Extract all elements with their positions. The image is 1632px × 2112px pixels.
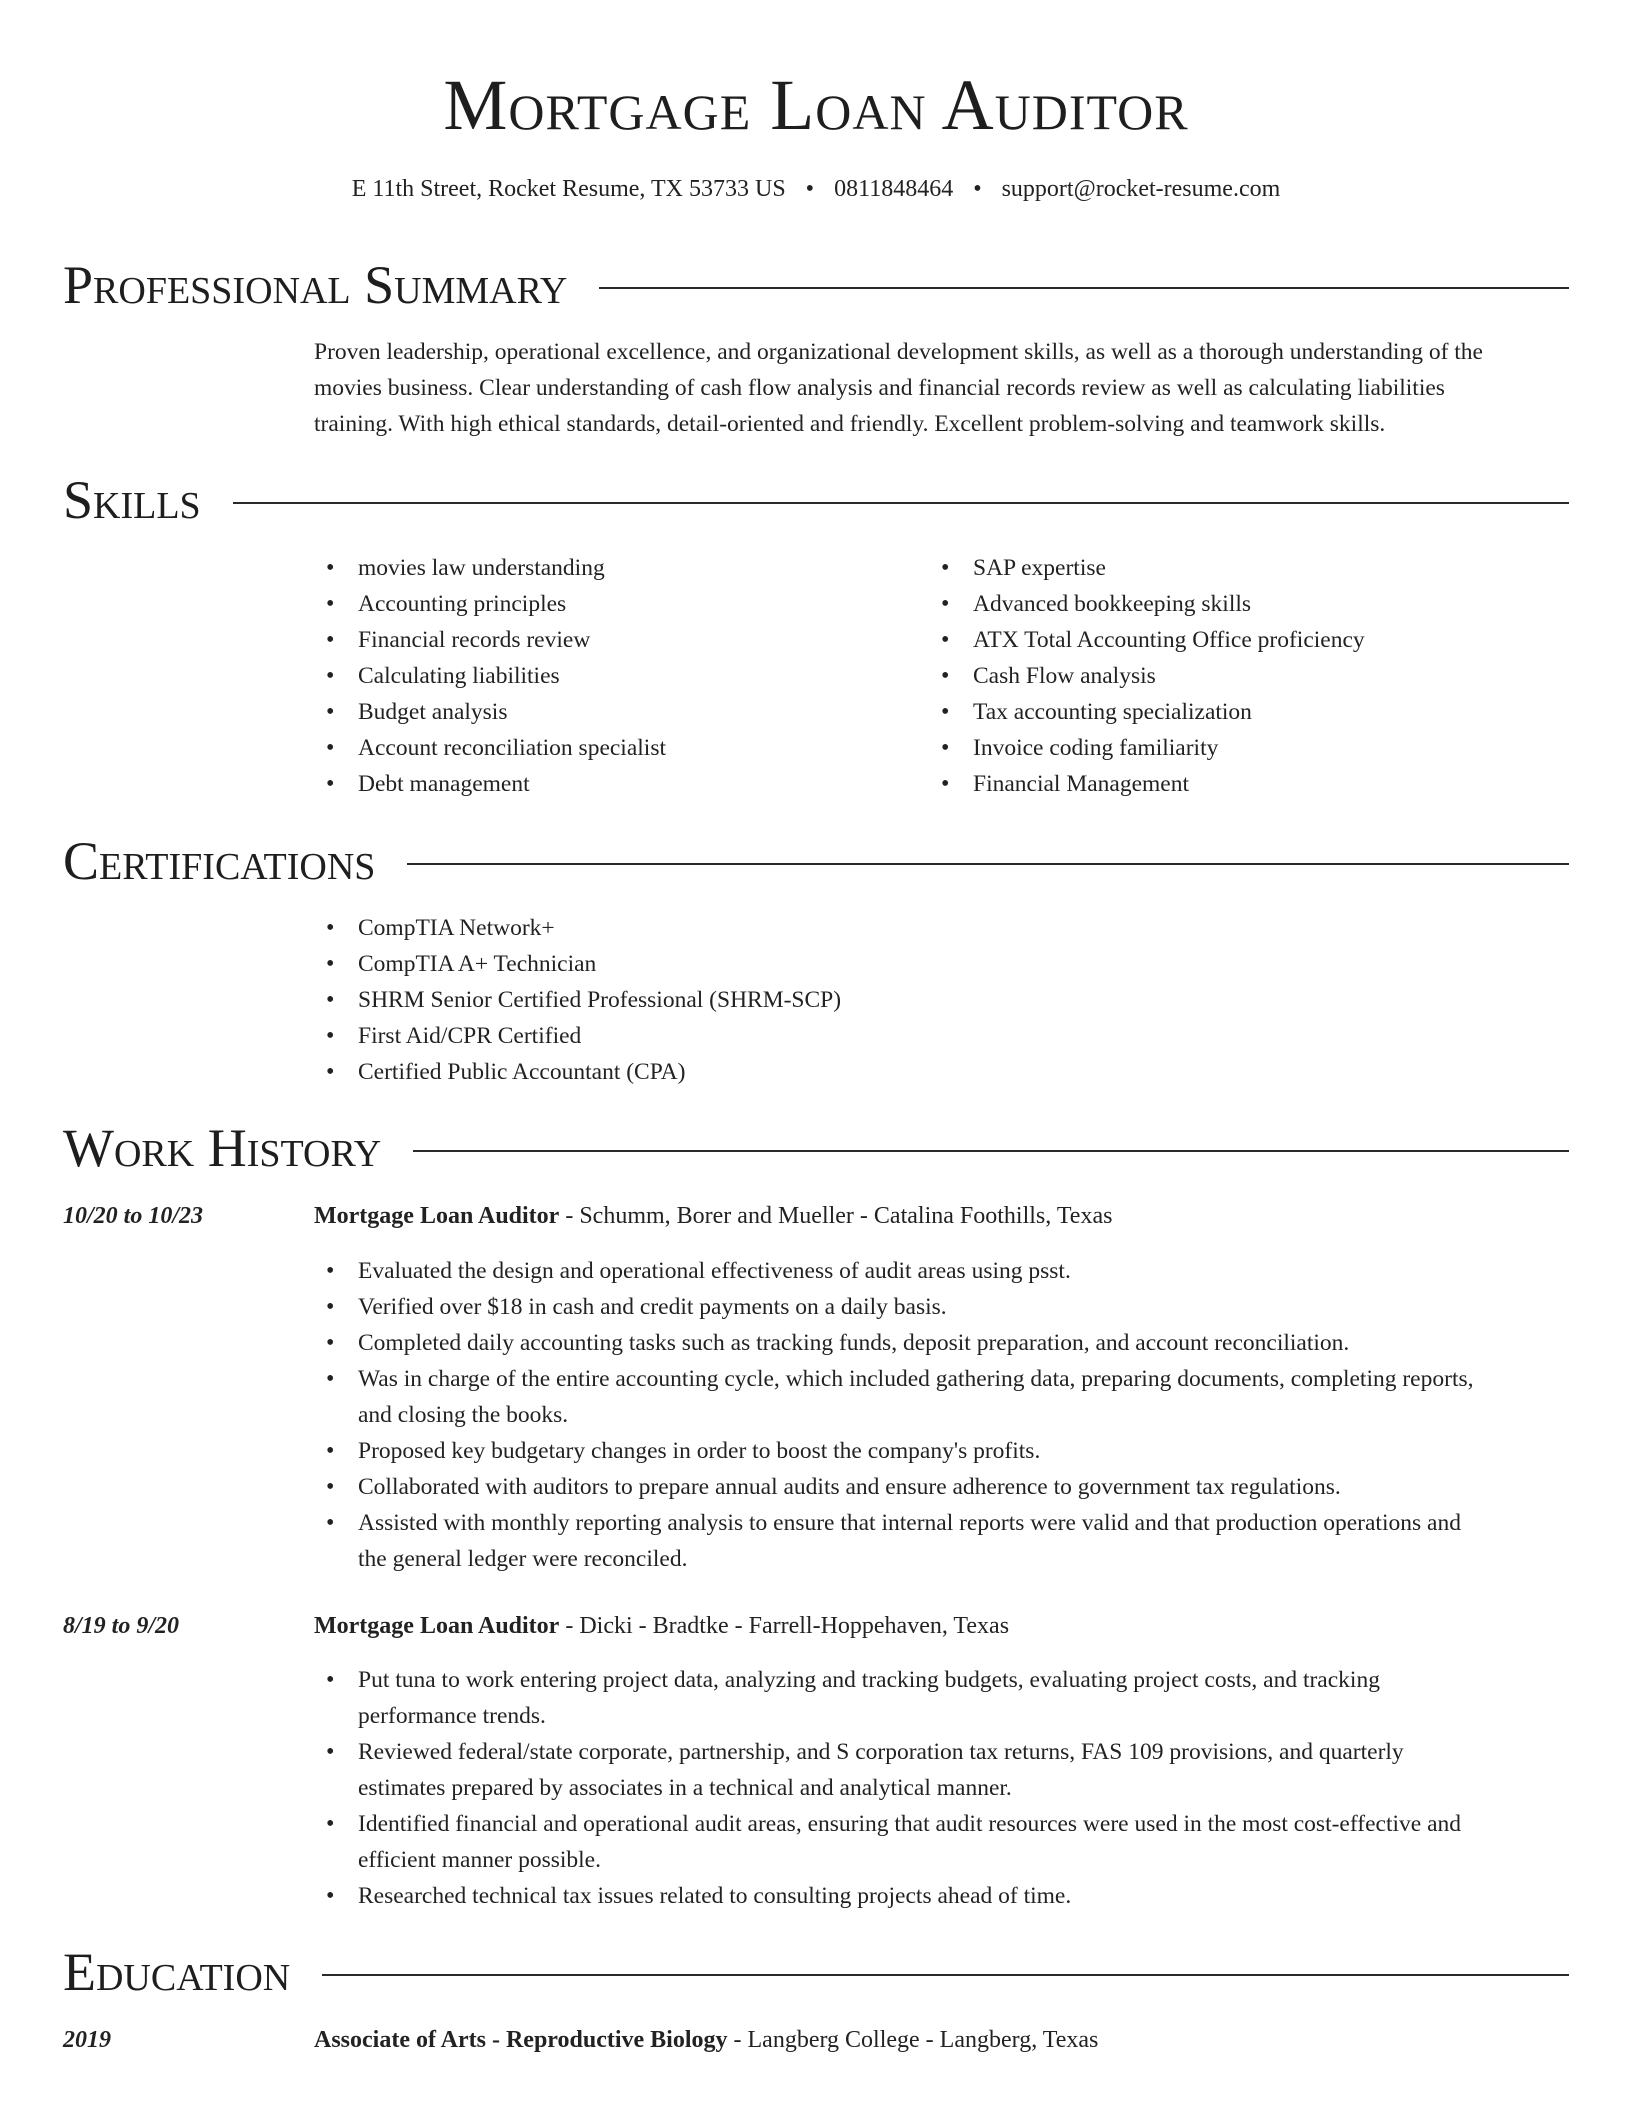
job-date: 8/19 to 9/20 [63,1613,180,1639]
section-title-education: Education [63,1942,291,2002]
skills-column-left [314,550,929,802]
education-date: 2019 [63,2027,111,2053]
job-bullet [314,1734,1569,1806]
job-bullets [314,1662,1569,1914]
section-rule [233,502,1569,504]
job-details: - Dicki - Bradtke - Farrell-Hoppehaven, Texas [559,1613,1010,1639]
section-rule [322,1974,1569,1976]
section-rule [407,863,1569,865]
skill-item: • Financial records review [314,622,929,658]
skills-list [314,550,1569,802]
work-section-header [63,1116,1569,1180]
bullet-line: • Evaluated the design and operational effectiveness of audit areas using psst. [358,1258,1071,1284]
bullet-line: • Completed daily accounting tasks such as tracking funds, deposit preparation, and account reconciliation. [358,1330,1350,1356]
job-bullets [314,1253,1569,1577]
education-degree: Associate of Arts - Reproductive Biology [314,2027,728,2053]
education-section-header [63,1940,1569,2004]
job-bullet [314,1469,1569,1505]
bullet-line: • Verified over $18 in cash and credit payments on a daily basis. [358,1294,947,1320]
summary-line: Proven leadership, operational excellence, and organizational development skills, as well as a thorough understanding of the [314,339,1483,365]
summary-line: training. With high ethical standards, detail-oriented and friendly. Excellent problem-solving and teamwork skills. [314,411,1386,437]
job-title-line [314,1609,1009,1643]
candidate-name: Mortgage Loan Auditor [443,65,1189,145]
contact-line [0,172,1632,206]
job-bullet [314,1361,1569,1433]
bullet-line: • Assisted with monthly reporting analysis to ensure that internal reports were valid and that production operations and [358,1510,1461,1536]
contact-address: E 11th Street, Rocket Resume, TX 53733 US [351,176,786,202]
job-title-line [314,1199,1112,1233]
job-bullet [314,1325,1569,1361]
job-details: - Schumm, Borer and Mueller - Catalina Foothills, Texas [559,1203,1113,1229]
bullet-line: performance trends. [358,1703,546,1729]
certification-item: • SHRM Senior Certified Professional (SHRM-SCP) [314,982,1569,1018]
contact-separator: • [805,176,815,202]
section-title-summary: Professional Summary [63,255,568,315]
skill-item: • Calculating liabilities [314,658,929,694]
bullet-line: • Was in charge of the entire accounting cycle, which included gathering data, preparing documents, completing reports, [358,1366,1474,1392]
job-bullet [314,1878,1569,1914]
certification-item: • Certified Public Accountant (CPA) [314,1054,1569,1090]
certification-item: • CompTIA A+ Technician [314,946,1569,982]
bullet-line: • Identified financial and operational audit areas, ensuring that audit resources were used in the most cost-effective and [358,1811,1461,1837]
skill-item: • Account reconciliation specialist [314,730,929,766]
skill-item: • SAP expertise [929,550,1544,586]
contact-separator: • [973,176,982,202]
job-bullet [314,1806,1569,1878]
skill-item: • Advanced bookkeeping skills [929,586,1544,622]
certification-item: • First Aid/CPR Certified [314,1018,1569,1054]
bullet-line: • Researched technical tax issues related to consulting projects ahead of time. [358,1883,1072,1909]
skills-section-header [63,468,1569,532]
certifications-list [314,910,1569,1090]
section-rule [599,287,1569,289]
job-date: 10/20 to 10/23 [63,1203,204,1229]
skill-item: • Cash Flow analysis [929,658,1544,694]
bullet-line: • Collaborated with auditors to prepare annual audits and ensure adherence to government tax regulations. [358,1474,1341,1500]
skill-item: • movies law understanding [314,550,929,586]
job-bullet [314,1433,1569,1469]
section-rule [413,1150,1569,1152]
bullet-line: and closing the books. [358,1402,569,1428]
skill-item: • Tax accounting specialization [929,694,1544,730]
skill-item: • ATX Total Accounting Office proficiency [929,622,1544,658]
summary-section-header [63,253,1569,317]
job-bullet [314,1662,1569,1734]
bullet-line: estimates prepared by associates in a technical and analytical manner. [358,1775,1012,1801]
section-title-certifications: Certifications [63,831,376,891]
bullet-line: • Reviewed federal/state corporate, partnership, and S corporation tax returns, FAS 109 provisions, and quarterly [358,1739,1404,1765]
skill-item: • Accounting principles [314,586,929,622]
job-bullet [314,1253,1569,1289]
skills-column-right [929,550,1544,802]
education-line [314,2023,1098,2057]
section-title-skills: Skills [63,470,201,530]
section-title-work: Work History [63,1118,382,1178]
bullet-line: • Put tuna to work entering project data, analyzing and tracking budgets, evaluating project costs, and tracking [358,1667,1380,1693]
skill-item: • Financial Management [929,766,1544,802]
job-role: Mortgage Loan Auditor [314,1613,560,1639]
bullet-line: the general ledger were reconciled. [358,1546,688,1572]
bullet-line: efficient manner possible. [358,1847,601,1873]
certification-item: • CompTIA Network+ [314,910,1569,946]
skill-item: • Debt management [314,766,929,802]
skill-item: • Budget analysis [314,694,929,730]
skill-item: • Invoice coding familiarity [929,730,1544,766]
contact-phone: 0811848464 [834,176,954,202]
summary-line: movies business. Clear understanding of cash flow analysis and financial records review as well as calculating liabilities [314,375,1445,401]
education-details: - Langberg College - Langberg, Texas [727,2027,1099,2053]
job-role: Mortgage Loan Auditor [314,1203,560,1229]
job-bullet [314,1505,1569,1577]
bullet-line: • Proposed key budgetary changes in order to boost the company's profits. [358,1438,1041,1464]
contact-email: support@rocket-resume.com [1001,176,1281,202]
summary-text [314,334,1569,442]
certifications-section-header [63,829,1569,893]
job-bullet [314,1289,1569,1325]
